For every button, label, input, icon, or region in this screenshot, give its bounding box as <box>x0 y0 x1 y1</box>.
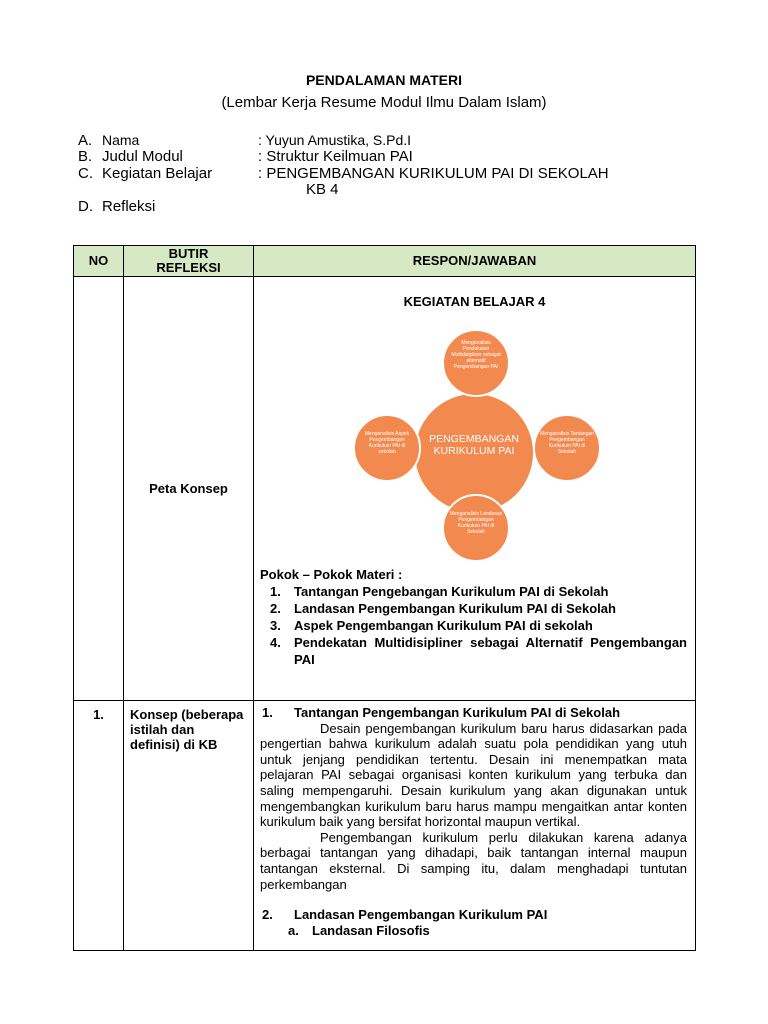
list-item-text: Aspek Pengembangan Kurikulum PAI di sekolah <box>294 618 593 633</box>
info-value: : Struktur Keilmuan PAI <box>258 148 413 165</box>
bottom-circle-label: Menganalisis Landasan Pengembangan Kurikulum PAI di Sekolah <box>449 511 503 535</box>
section-heading <box>260 907 687 923</box>
subsection-letter: a. <box>288 922 299 938</box>
row-respon-cell <box>254 701 696 951</box>
list-item <box>260 600 687 617</box>
paragraph: Desain pengembangan kurikulum baru harus didasarkan pada pengertian bahwa kurikulum adalah suatu pola pendidikan yang utuh untuk jenjang pendidikan tertentu. Desain ini menempatkan mata pelajaran PAI sebagai organisasi konten kurikulum yang terbuka dan saling mempengaruhi. Desain kurikulum yang akan digunakan untuk mengembangkan kurikulum baru harus mampu mengaitkan antar konten kurikulum baik yang bersifat horizontal maupun vertikal. <box>260 720 687 830</box>
row-butir-cell <box>124 701 254 951</box>
section-title: Landasan Pengembangan Kurikulum PAI <box>294 907 548 923</box>
concept-map-diagram <box>254 315 694 560</box>
info-label: Judul Modul <box>102 148 183 165</box>
column-header-butir-label: BUTIR REFLEKSI <box>156 246 221 275</box>
column-header-no: NO <box>74 246 124 277</box>
info-key: D. <box>78 198 93 215</box>
info-value: : Yuyun Amustika, S.Pd.I <box>258 132 412 148</box>
page-title: PENDALAMAN MATERI <box>305 72 463 88</box>
row-respon-cell <box>254 277 696 701</box>
list-item-text: Pendekatan Multidisipliner sebagai Alternatif Pengembangan PAI <box>294 635 687 667</box>
pokok-materi-title: Pokok – Pokok Materi : <box>260 567 403 582</box>
column-header-respon: RESPON/JAWABAN <box>254 246 696 277</box>
left-circle-label: Menganalisis Aspek Pengembangan Kurikulum PAI di sekolah <box>364 431 410 455</box>
list-item <box>260 583 687 600</box>
row-no-cell <box>74 277 124 701</box>
page-subtitle: (Lembar Kerja Resume Modul Ilmu Dalam Islam) <box>221 94 547 111</box>
table-row <box>74 277 696 701</box>
list-item <box>260 634 687 668</box>
info-key: C. <box>78 165 93 182</box>
list-item <box>260 617 687 634</box>
info-label: Kegiatan Belajar <box>102 165 213 182</box>
butir-label: Peta Konsep <box>149 480 228 496</box>
row-number: 1. <box>93 707 104 722</box>
list-item-number: 4. <box>270 635 281 650</box>
section-number: 1. <box>262 705 273 720</box>
section-heading <box>260 705 687 721</box>
right-circle-label: Menganalisis Tantangan Pengembangan Kurikulum PAI di Sekolah <box>540 431 594 455</box>
list-item-number: 2. <box>270 601 281 616</box>
list-item-text: Landasan Pengembangan Kurikulum PAI di Sekolah <box>294 601 616 616</box>
list-item-number: 1. <box>270 584 281 599</box>
pokok-materi-block <box>254 566 695 668</box>
kb-title: KEGIATAN BELAJAR 4 <box>403 294 546 309</box>
info-key: A. <box>78 132 93 149</box>
row-butir-cell <box>124 277 254 701</box>
section-title: Tantangan Pengembangan Kurikulum PAI di Sekolah <box>294 705 621 720</box>
info-value: : PENGEMBANGAN KURIKULUM PAI DI SEKOLAH <box>258 165 609 182</box>
column-header-butir <box>124 246 254 277</box>
section-number: 2. <box>262 907 273 923</box>
info-key: B. <box>78 148 93 165</box>
butir-label: Konsep (beberapa istilah dan definisi) di KB <box>130 707 244 752</box>
table-header-row <box>74 246 696 277</box>
info-label: Nama <box>102 132 140 148</box>
info-label: Refleksi <box>102 198 156 215</box>
top-circle-label: Menganalisis Pendekatan Multidisipliner sebagai alternatif Pengembangan PAI <box>451 340 501 370</box>
subsection-title: Landasan Filosofis <box>312 922 430 938</box>
paragraph: Pengembangan kurikulum perlu dilakukan karena adanya berbagai tantangan yang dihadapi, baik tantangan internal maupun tantangan eksternal. Di samping itu, dalam menghadapi tuntutan perkembangan <box>260 829 687 892</box>
table-row <box>74 701 696 951</box>
list-item-number: 3. <box>270 618 281 633</box>
subsection-heading <box>260 923 687 939</box>
info-value: KB 4 <box>306 181 339 198</box>
reflection-table <box>73 245 696 951</box>
konsep-content <box>254 701 695 938</box>
list-item-text: Tantangan Pengebangan Kurikulum PAI di Sekolah <box>294 584 609 599</box>
row-no-cell <box>74 701 124 951</box>
center-circle-label: PENGEMBANGAN KURIKULUM PAI <box>429 433 519 457</box>
